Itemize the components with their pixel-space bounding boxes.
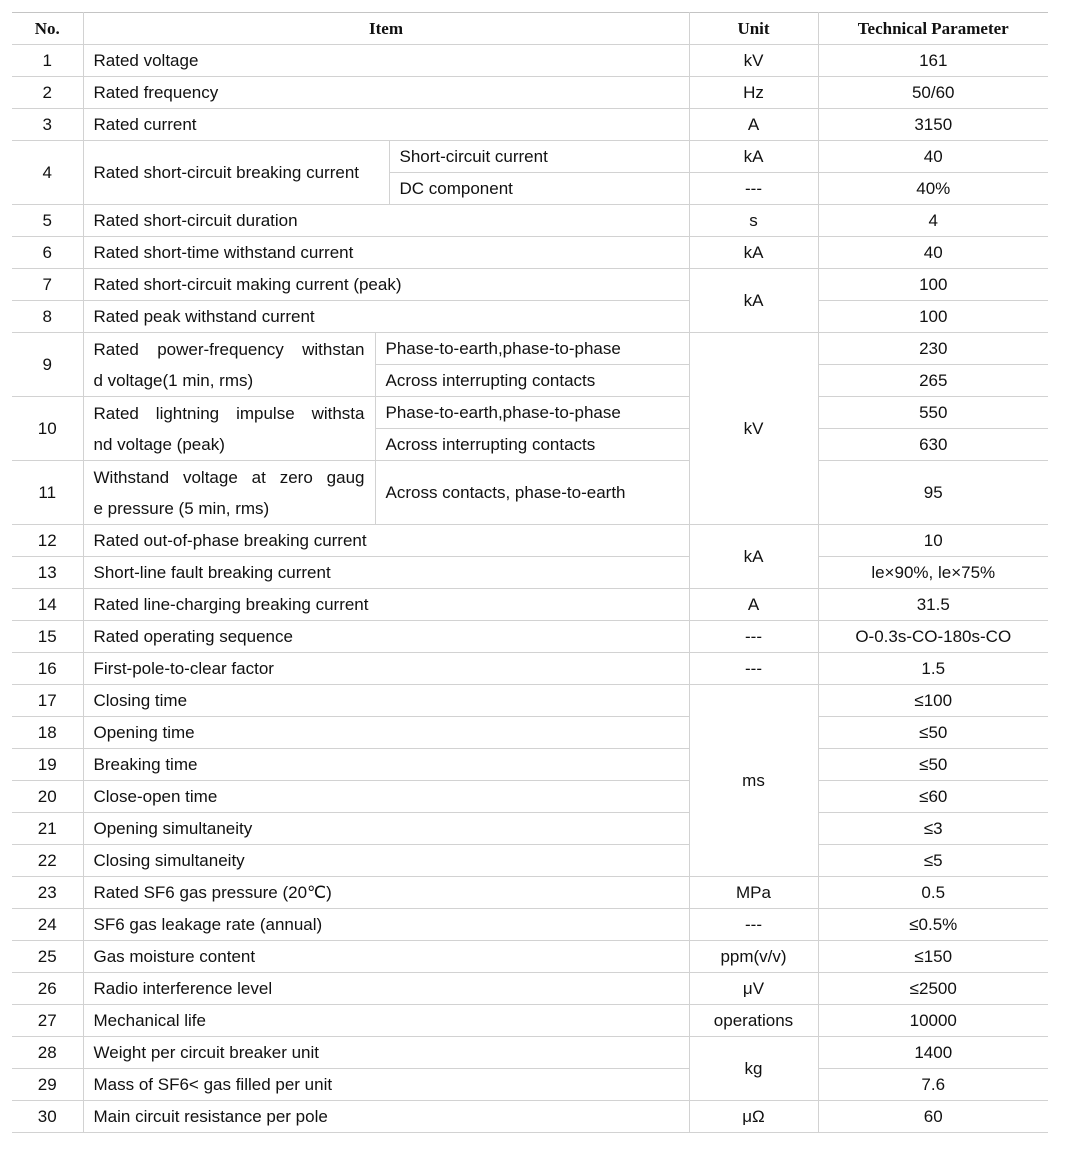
unit-cell: A [689,109,818,141]
row-number: 14 [12,589,83,621]
item-label: Rated short-circuit making current (peak) [83,269,689,301]
table-row [12,237,1048,269]
header-row [12,13,1048,45]
header-unit: Unit [689,13,818,45]
row-number: 5 [12,205,83,237]
unit-cell: kA [689,237,818,269]
row-number: 13 [12,557,83,589]
item-label-line: d voltage(1 min, rms) [93,370,254,390]
unit-cell: μV [689,973,818,1005]
sub-item-label: DC component [389,173,689,205]
row-number: 4 [12,141,83,205]
unit-cell: operations [689,1005,818,1037]
value-cell: 40 [818,141,1048,173]
item-label: Rated peak withstand current [83,301,689,333]
unit-cell: s [689,205,818,237]
value-cell: 60 [818,1101,1048,1133]
unit-cell: --- [689,653,818,685]
table-row [12,653,1048,685]
item-label-line: Rated power-frequency withstan [93,339,365,359]
item-label: Closing time [83,685,689,717]
sub-item-label: Phase-to-earth,phase-to-phase [375,333,689,365]
table-row [12,45,1048,77]
value-cell: ≤50 [818,749,1048,781]
table-row [12,461,1048,493]
header-parameter: Technical Parameter [818,13,1048,45]
table-row [12,621,1048,653]
table-row [12,205,1048,237]
value-cell: 7.6 [818,1069,1048,1101]
item-label: Rated line-charging breaking current [83,589,689,621]
item-label: Weight per circuit breaker unit [83,1037,689,1069]
table-row [12,557,1048,589]
table-row [12,685,1048,717]
item-label: Radio interference level [83,973,689,1005]
table-row [12,941,1048,973]
value-cell: 0.5 [818,877,1048,909]
table-row [12,77,1048,109]
row-number: 28 [12,1037,83,1069]
item-label: Short-line fault breaking current [83,557,689,589]
unit-cell: MPa [689,877,818,909]
table-row [12,589,1048,621]
row-number: 2 [12,77,83,109]
value-cell: 161 [818,45,1048,77]
row-number: 18 [12,717,83,749]
table-row [12,1037,1048,1069]
unit-cell: kV [689,333,818,525]
table-row [12,877,1048,909]
sub-item-label: Across contacts, phase-to-earth [375,461,689,525]
value-cell: ≤100 [818,685,1048,717]
table-row [12,301,1048,333]
unit-cell: kV [689,45,818,77]
table-row [12,333,1048,365]
item-label: Rated current [83,109,689,141]
unit-cell: kA [689,525,818,589]
value-cell: ≤50 [818,717,1048,749]
item-label: Rated out-of-phase breaking current [83,525,689,557]
item-label: Rated short-circuit breaking current [83,141,389,205]
row-number: 12 [12,525,83,557]
value-cell: 95 [818,461,1048,525]
unit-cell: ppm(v/v) [689,941,818,973]
table-row [12,397,1048,429]
item-label: Opening simultaneity [83,813,689,845]
value-cell: 40 [818,237,1048,269]
item-label [83,397,375,461]
row-number: 29 [12,1069,83,1101]
item-label: Mass of SF6< gas filled per unit [83,1069,689,1101]
sub-item-label: Short-circuit current [389,141,689,173]
row-number: 19 [12,749,83,781]
item-label: Close-open time [83,781,689,813]
value-cell: ≤150 [818,941,1048,973]
row-number: 21 [12,813,83,845]
value-cell: 3150 [818,109,1048,141]
row-number: 16 [12,653,83,685]
sub-item-label: Across interrupting contacts [375,365,689,397]
row-number: 11 [12,461,83,525]
row-number: 30 [12,1101,83,1133]
table-row [12,909,1048,941]
row-number: 22 [12,845,83,877]
row-number: 20 [12,781,83,813]
value-cell: ≤3 [818,813,1048,845]
item-label: Rated frequency [83,77,689,109]
unit-cell: μΩ [689,1101,818,1133]
table-row [12,845,1048,877]
value-cell: 630 [818,429,1048,461]
value-cell: O-0.3s-CO-180s-CO [818,621,1048,653]
unit-cell: --- [689,909,818,941]
row-number: 15 [12,621,83,653]
row-number: 26 [12,973,83,1005]
technical-parameter-table [12,12,1048,1133]
item-label [83,461,375,525]
row-number: 17 [12,685,83,717]
table-row [12,749,1048,781]
unit-cell: A [689,589,818,621]
row-number: 27 [12,1005,83,1037]
item-label: Gas moisture content [83,941,689,973]
item-label: Rated voltage [83,45,689,77]
value-cell: 550 [818,397,1048,429]
sub-item-label: Phase-to-earth,phase-to-phase [375,397,689,429]
value-cell: ≤60 [818,781,1048,813]
item-label-line: Withstand voltage at zero gaug [93,467,365,487]
table-row [12,1069,1048,1101]
value-cell: 4 [818,205,1048,237]
table-row [12,1005,1048,1037]
table-row [12,717,1048,749]
table-row [12,525,1048,557]
unit-cell: kA [689,141,818,173]
table-row [12,269,1048,301]
value-cell: 1400 [818,1037,1048,1069]
row-number: 25 [12,941,83,973]
table-row [12,813,1048,845]
item-label: Main circuit resistance per pole [83,1101,689,1133]
value-cell: 100 [818,269,1048,301]
header-no: No. [12,13,83,45]
item-label: SF6 gas leakage rate (annual) [83,909,689,941]
row-number: 1 [12,45,83,77]
row-number: 24 [12,909,83,941]
value-cell: le×90%, le×75% [818,557,1048,589]
unit-cell: --- [689,621,818,653]
value-cell: 10 [818,525,1048,557]
row-number: 23 [12,877,83,909]
value-cell: ≤5 [818,845,1048,877]
item-label-line: nd voltage (peak) [93,434,225,454]
value-cell: 50/60 [818,77,1048,109]
item-label: Rated operating sequence [83,621,689,653]
table-row [12,109,1048,141]
item-label [83,333,375,397]
table-row [12,973,1048,1005]
row-number: 10 [12,397,83,461]
value-cell: 230 [818,333,1048,365]
item-label: Closing simultaneity [83,845,689,877]
row-number: 3 [12,109,83,141]
unit-cell: kA [689,269,818,333]
item-label: Rated short-circuit duration [83,205,689,237]
unit-cell: --- [689,173,818,205]
sub-item-label: Across interrupting contacts [375,429,689,461]
value-cell: 31.5 [818,589,1048,621]
item-label: Opening time [83,717,689,749]
value-cell: 1.5 [818,653,1048,685]
row-number: 6 [12,237,83,269]
value-cell: 100 [818,301,1048,333]
value-cell: 40% [818,173,1048,205]
value-cell: 10000 [818,1005,1048,1037]
table-row [12,781,1048,813]
item-label: Breaking time [83,749,689,781]
table-row [12,141,1048,173]
item-label: Rated short-time withstand current [83,237,689,269]
unit-cell: Hz [689,77,818,109]
table-row [12,1101,1048,1133]
item-label: Rated SF6 gas pressure (20℃) [83,877,689,909]
unit-cell: ms [689,685,818,877]
value-cell: 265 [818,365,1048,397]
row-number: 7 [12,269,83,301]
value-cell: ≤2500 [818,973,1048,1005]
header-item: Item [83,13,689,45]
item-label: First-pole-to-clear factor [83,653,689,685]
item-label: Mechanical life [83,1005,689,1037]
item-label-line: e pressure (5 min, rms) [93,498,270,518]
item-label-line: Rated lightning impulse withsta [93,403,365,423]
row-number: 9 [12,333,83,397]
unit-cell: kg [689,1037,818,1101]
value-cell: ≤0.5% [818,909,1048,941]
row-number: 8 [12,301,83,333]
